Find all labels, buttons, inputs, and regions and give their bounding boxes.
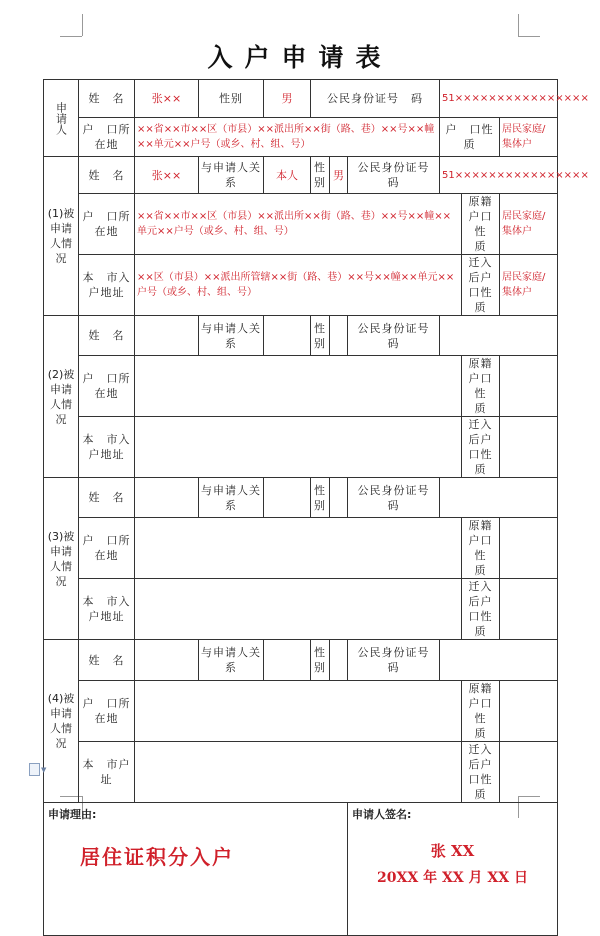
member-2-id-label: 公民身份证号 码	[348, 316, 440, 356]
member-2-sex-label: 性别	[311, 316, 330, 356]
member-4-sex-field[interactable]	[330, 640, 348, 681]
member-3-dest-type-label: 迁入后户口性质	[462, 579, 500, 640]
member-1-dest-type-field[interactable]: 居民家庭/集体户	[500, 255, 558, 316]
member-2-name-label: 姓 名	[79, 316, 135, 356]
member-1-row-2	[44, 194, 558, 255]
reason-signature-row	[44, 803, 558, 936]
member-2-hukou-label: 户 口所在地	[79, 356, 135, 417]
member-4-dest-label: 本 市户 址	[79, 742, 135, 803]
member-1-name-label: 姓 名	[79, 157, 135, 194]
member-1-dest-field[interactable]: ××区（市县）××派出所管辖××街（路、巷）××号××幢××单元××户号（或乡、村、组、号）	[135, 255, 462, 316]
member-1-name-field[interactable]: 张××	[135, 157, 199, 194]
member-3-id-label: 公民身份证号 码	[348, 478, 440, 518]
document-icon[interactable]	[29, 763, 40, 776]
member-3-id-field[interactable]	[440, 478, 558, 518]
member-2-section-label: (2)被申请人情况	[44, 316, 79, 478]
applicant-name-label: 姓 名	[79, 80, 135, 118]
member-3-row-2	[44, 518, 558, 579]
applicant-sex-label: 性别	[199, 80, 264, 118]
member-2-row-2	[44, 356, 558, 417]
member-4-row-2	[44, 681, 558, 742]
member-1-section-label: (1)被申请人情况	[44, 157, 79, 316]
member-1-orig-type-field[interactable]: 居民家庭/集体户	[500, 194, 558, 255]
member-1-orig-type-label: 原籍户口性 质	[462, 194, 500, 255]
applicant-id-label: 公民身份证号 码	[311, 80, 440, 118]
signature-cell[interactable]	[348, 803, 558, 936]
member-4-row-1	[44, 640, 558, 681]
member-1-row-1	[44, 157, 558, 194]
member-4-orig-type-label: 原籍户口性 质	[462, 681, 500, 742]
applicant-name-field[interactable]: 张××	[135, 80, 199, 118]
reason-label: 申请理由:	[48, 808, 97, 821]
member-2-sex-field[interactable]	[330, 316, 348, 356]
member-4-dest-type-label: 迁入后户口性质	[462, 742, 500, 803]
member-4-row-3	[44, 742, 558, 803]
applicant-hukou-type-field[interactable]: 居民家庭/集体户	[500, 118, 558, 157]
member-4-dest-type-field[interactable]	[500, 742, 558, 803]
applicant-hukou-label: 户 口所在地	[79, 118, 135, 157]
member-3-sex-label: 性别	[311, 478, 330, 518]
member-3-dest-type-field[interactable]	[500, 579, 558, 640]
member-3-orig-type-field[interactable]	[500, 518, 558, 579]
member-1-sex-field[interactable]: 男	[330, 157, 348, 194]
member-3-dest-label: 本 市入户地址	[79, 579, 135, 640]
member-4-orig-type-field[interactable]	[500, 681, 558, 742]
applicant-id-field[interactable]: 51××××××××××××××××	[440, 80, 558, 118]
applicant-row-2	[44, 118, 558, 157]
member-1-hukou-label: 户 口所在地	[79, 194, 135, 255]
member-4-section-label: (4)被申请人情况	[44, 640, 79, 803]
member-4-relation-label: 与申请人关 系	[199, 640, 264, 681]
member-3-hukou-field[interactable]	[135, 518, 462, 579]
member-3-sex-field[interactable]	[330, 478, 348, 518]
signature-label: 申请人签名:	[352, 808, 412, 821]
member-2-dest-type-label: 迁入后户口性质	[462, 417, 500, 478]
member-4-id-field[interactable]	[440, 640, 558, 681]
member-1-hukou-field[interactable]: ××省××市××区（市县）××派出所××街（路、巷）××号××幢××单元××户号（或乡、村、组、号）	[135, 194, 462, 255]
reason-cell[interactable]	[44, 803, 348, 936]
member-2-row-1	[44, 316, 558, 356]
member-1-row-3	[44, 255, 558, 316]
member-4-sex-label: 性别	[311, 640, 330, 681]
applicant-sex-field[interactable]: 男	[264, 80, 311, 118]
member-2-dest-label: 本 市入户地址	[79, 417, 135, 478]
member-2-row-3	[44, 417, 558, 478]
member-2-name-field[interactable]	[135, 316, 199, 356]
member-4-hukou-field[interactable]	[135, 681, 462, 742]
member-2-dest-field[interactable]	[135, 417, 462, 478]
member-2-orig-type-field[interactable]	[500, 356, 558, 417]
member-3-relation-label: 与申请人关 系	[199, 478, 264, 518]
applicant-hukou-type-label: 户 口性 质	[440, 118, 500, 157]
signature-date: 20XX 年 XX 月 XX 日	[377, 870, 529, 886]
member-4-dest-field[interactable]	[135, 742, 462, 803]
member-2-id-field[interactable]	[440, 316, 558, 356]
member-2-dest-type-field[interactable]	[500, 417, 558, 478]
applicant-section-label: 申请人	[44, 80, 79, 157]
member-3-orig-type-label: 原籍户口性 质	[462, 518, 500, 579]
application-form-table	[43, 79, 589, 936]
member-3-hukou-label: 户 口所在地	[79, 518, 135, 579]
member-3-section-label: (3)被申请人情况	[44, 478, 79, 640]
dropdown-arrow-icon[interactable]: ▼	[41, 766, 47, 774]
member-2-orig-type-label: 原籍户口性 质	[462, 356, 500, 417]
member-2-relation-label: 与申请人关 系	[199, 316, 264, 356]
signature-text: 张 XX	[430, 842, 475, 860]
applicant-hukou-field[interactable]: ××省××市××区（市县）××派出所××街（路、巷）××号××幢××单元××户号（或乡、村、组、号）	[135, 118, 440, 157]
member-1-id-field[interactable]: 51××××××××××××××××	[440, 157, 558, 194]
member-3-row-3	[44, 579, 558, 640]
applicant-row-1	[44, 80, 558, 118]
member-3-name-field[interactable]	[135, 478, 199, 518]
member-1-dest-type-label: 迁入后户口性质	[462, 255, 500, 316]
member-2-hukou-field[interactable]	[135, 356, 462, 417]
member-4-hukou-label: 户 口所在地	[79, 681, 135, 742]
member-3-dest-field[interactable]	[135, 579, 462, 640]
member-1-sex-label: 性别	[311, 157, 330, 194]
member-4-id-label: 公民身份证号 码	[348, 640, 440, 681]
page-title: 入户申请表	[207, 43, 393, 72]
member-4-name-field[interactable]	[135, 640, 199, 681]
member-4-name-label: 姓 名	[79, 640, 135, 681]
member-1-id-label: 公民身份证号 码	[348, 157, 440, 194]
member-3-name-label: 姓 名	[79, 478, 135, 518]
member-3-row-1	[44, 478, 558, 518]
member-1-relation-label: 与申请人关 系	[199, 157, 264, 194]
reason-text: 居住证积分入户	[80, 845, 234, 869]
member-1-dest-label: 本 市入户地址	[79, 255, 135, 316]
member-1-relation-field[interactable]: 本人	[264, 157, 311, 194]
